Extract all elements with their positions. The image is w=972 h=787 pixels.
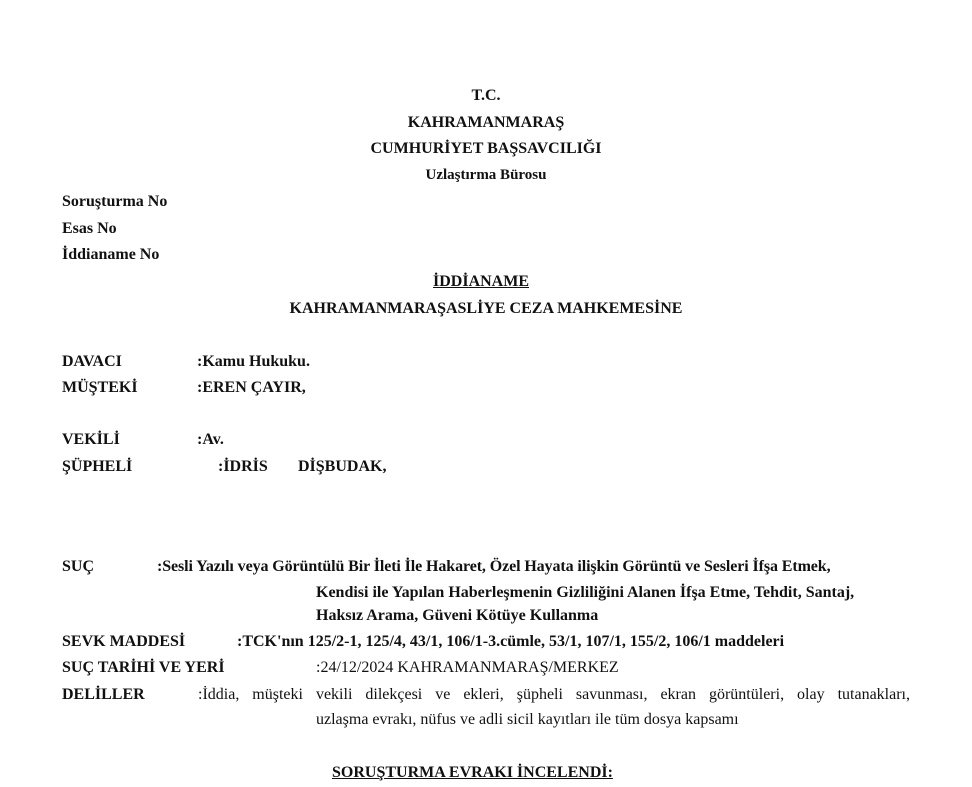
sorusturma-no-label: Soruşturma No xyxy=(62,193,168,210)
investigation-heading: SORUŞTURMA EVRAKI İNCELENDİ: xyxy=(332,764,613,781)
suc-label: SUÇ xyxy=(62,558,95,575)
vekili-value: :Av. xyxy=(197,431,224,448)
musteki-value: :EREN ÇAYIR, xyxy=(197,379,306,396)
header-city: KAHRAMANMARAŞ xyxy=(407,114,565,131)
deliller-line-1: :İddia, müşteki vekili dilekçesi ve ekleri, şüpheli savunması, ekran görüntüleri, olay tutanakları, xyxy=(198,686,910,703)
header-bureau: Uzlaştırma Bürosu xyxy=(425,167,547,183)
header-office: CUMHURİYET BAŞSAVCILIĞI xyxy=(370,140,602,157)
suc-line-3: Haksız Arama, Güveni Kötüye Kullanma xyxy=(316,607,599,624)
vekili-label: VEKİLİ xyxy=(62,431,120,448)
davaci-label: DAVACI xyxy=(62,353,122,370)
davaci-value: :Kamu Hukuku. xyxy=(197,353,310,370)
sevk-maddesi-label: SEVK MADDESİ xyxy=(62,633,186,650)
deliller-line-2: uzlaşma evrakı, nüfus ve adli sicil kayıtları ile tüm dosya kapsamı xyxy=(316,711,739,728)
court-name: KAHRAMANMARAŞASLİYE CEZA MAHKEMESİNE xyxy=(289,300,683,317)
deliller-label: DELİLLER xyxy=(62,686,145,703)
supheli-value-last: DİŞBUDAK, xyxy=(298,458,387,475)
iddianame-no-label: İddianame No xyxy=(62,246,160,263)
musteki-label: MÜŞTEKİ xyxy=(62,379,138,396)
sevk-maddesi-value: :TCK'nın 125/2-1, 125/4, 43/1, 106/1-3.cümle, 53/1, 107/1, 155/2, 106/1 maddeleri xyxy=(237,633,785,650)
suc-tarihi-label: SUÇ TARİHİ VE YERİ xyxy=(62,659,225,676)
suc-line-2: Kendisi ile Yapılan Haberleşmenin Gizliliğini Alanen İfşa Etme, Tehdit, Santaj, xyxy=(316,584,855,601)
header-tc: T.C. xyxy=(471,87,501,104)
supheli-label: ŞÜPHELİ xyxy=(62,458,133,475)
esas-no-label: Esas No xyxy=(62,220,117,237)
supheli-value-first: :İDRİS xyxy=(218,458,268,475)
suc-line-1: :Sesli Yazılı veya Görüntülü Bir İleti İle Hakaret, Özel Hayata ilişkin Görüntü ve Sesleri İfşa Etmek, xyxy=(157,558,831,575)
document-title: İDDİANAME xyxy=(433,273,529,290)
suc-tarihi-value: :24/12/2024 KAHRAMANMARAŞ/MERKEZ xyxy=(316,659,619,676)
